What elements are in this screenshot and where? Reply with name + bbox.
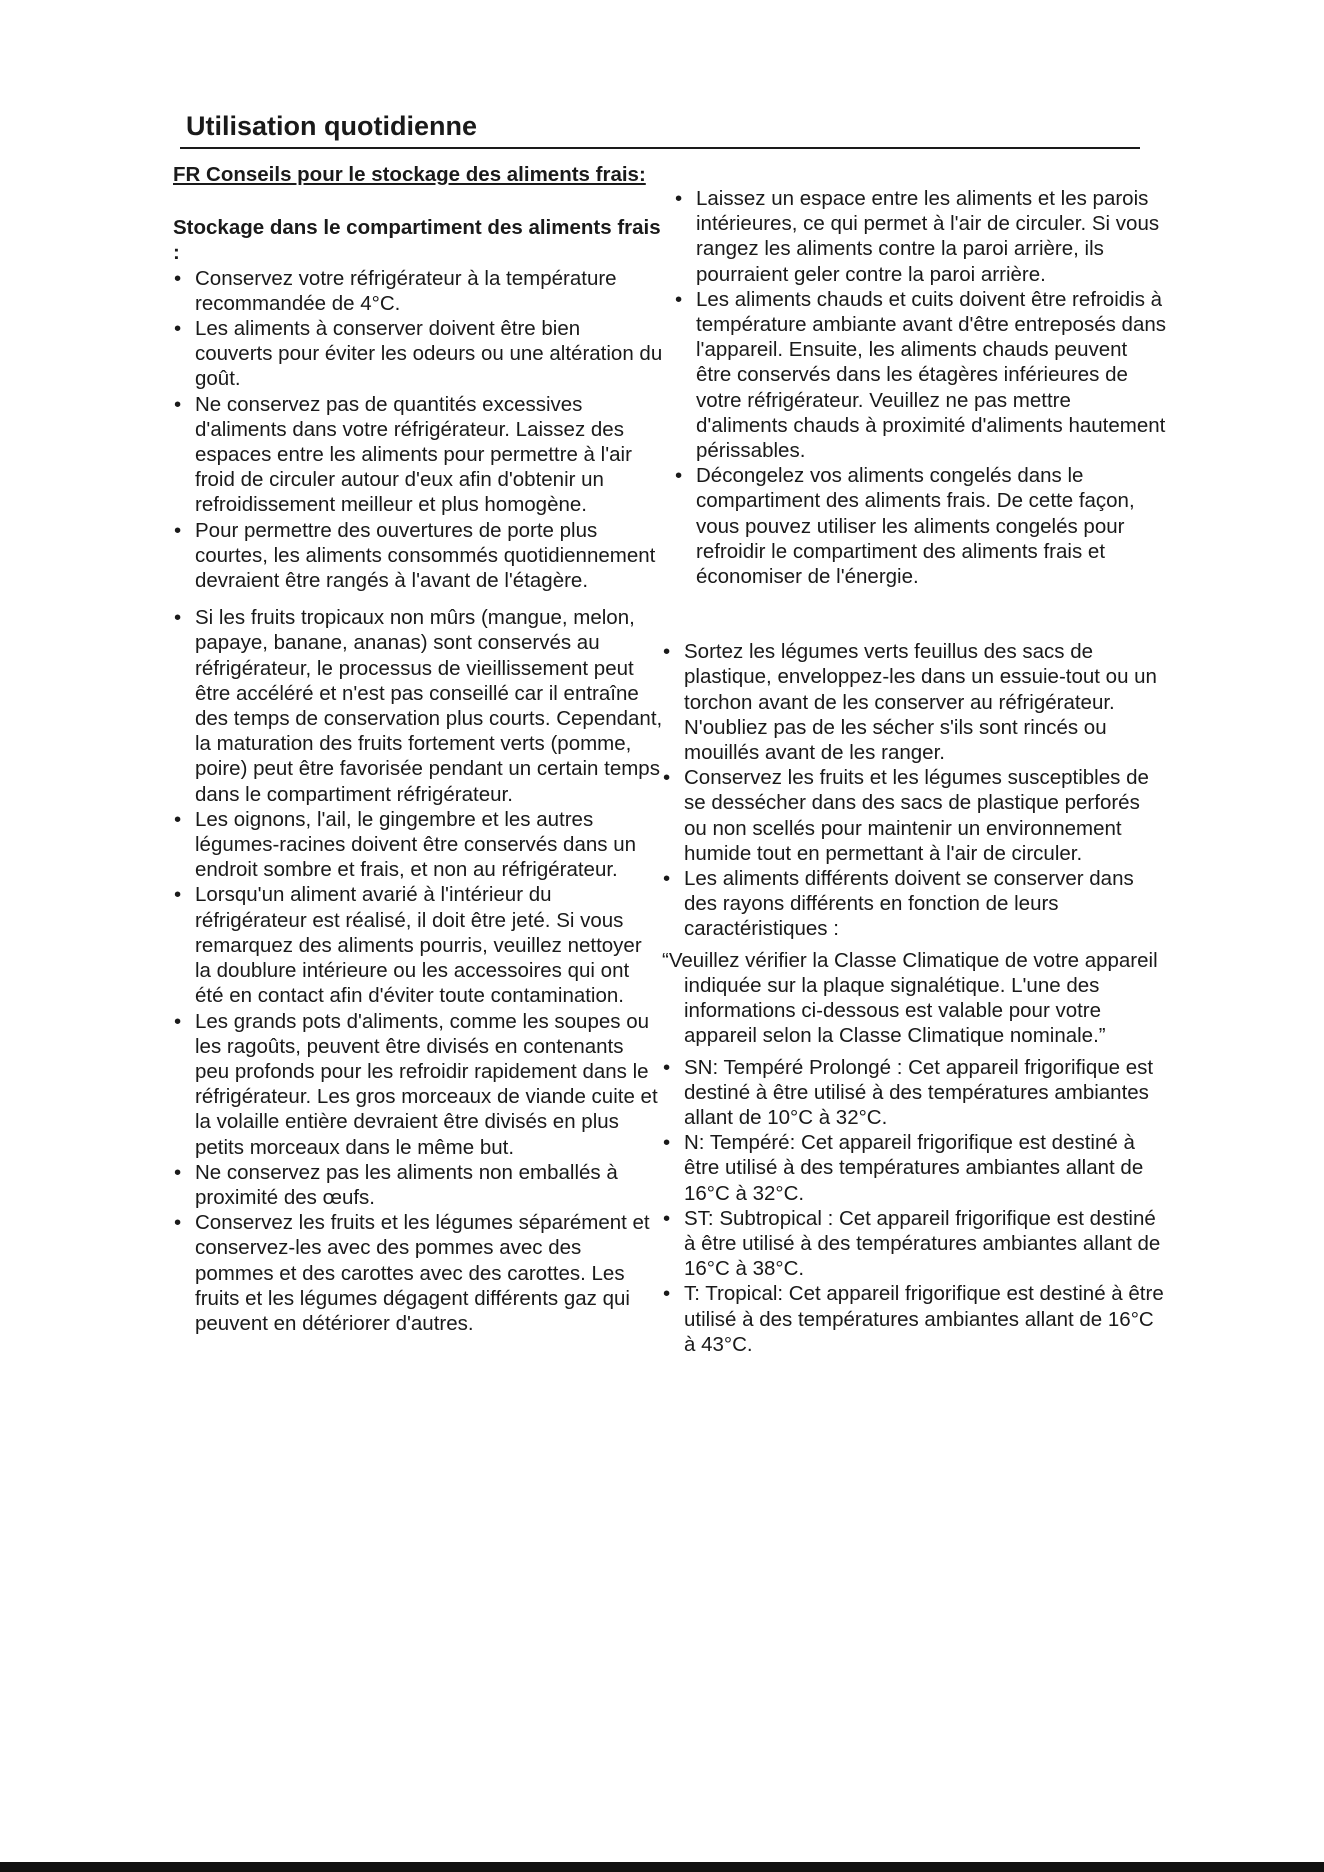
list-item: • T: Tropical: Cet appareil frigorifique est destiné à être utilisé à des températures ambiantes allant de 16°C à 43°C. <box>662 1281 1166 1357</box>
list-item: • Les aliments à conserver doivent être bien couverts pour éviter les odeurs ou une altération du goût. <box>173 316 663 392</box>
section-heading: FR Conseils pour le stockage des aliments frais: <box>173 163 646 186</box>
list-item: • SN: Tempéré Prolongé : Cet appareil frigorifique est destiné à être utilisé à des températures ambiantes allant de 10°C à 32°C. <box>662 1055 1166 1131</box>
sub-heading: Stockage dans le compartiment des aliments frais : <box>173 216 661 265</box>
tips-list-left-a <box>173 266 663 594</box>
list-item: • Les grands pots d'aliments, comme les soupes ou les ragoûts, peuvent être divisés en contenants peu profonds pour les refroidir rapidement dans le réfrigérateur. Les gros morceaux de viande cuite et la volaille entière devraient être divisés en plus petits morceaux dans le même but. <box>173 1009 663 1160</box>
page-title: Utilisation quotidienne <box>186 111 477 141</box>
climate-class-note: “Veuillez vérifier la Classe Climatique de votre appareil indiquée sur la plaque signalétique. L'une des informations ci-dessous est valable pour votre appareil selon la Classe Climatique nominale.” <box>662 948 1158 1048</box>
title-divider <box>180 147 1140 149</box>
list-item: • Les aliments différents doivent se conserver dans des rayons différents en fonction de leurs caractéristiques : <box>662 866 1166 942</box>
list-item: • N: Tempéré: Cet appareil frigorifique est destiné à être utilisé à des températures ambiantes allant de 16°C à 32°C. <box>662 1130 1166 1206</box>
page-bottom-bar <box>0 1862 1324 1872</box>
tips-list-right-b <box>662 639 1166 941</box>
list-item: • Conservez les fruits et les légumes séparément et conservez-les avec des pommes avec des pommes et des carottes avec des carottes. Les fruits et les légumes dégagent différents gaz qui peuvent en détériorer d'autres. <box>173 1210 663 1336</box>
list-item: • Les aliments chauds et cuits doivent être refroidis à température ambiante avant d'être entreposés dans l'appareil. Ensuite, les aliments chauds peuvent être conservés dans les étagères inférieures de votre réfrigérateur. Veuillez ne pas mettre d'aliments chauds à proximité d'aliments hautement périssables. <box>674 287 1166 463</box>
tips-list-left-b <box>173 605 663 1336</box>
list-item: • Ne conservez pas de quantités excessives d'aliments dans votre réfrigérateur. Laissez des espaces entre les aliments pour permettre à l'air froid de circuler autour d'eux afin d'obtenir un refroidissement meilleur et plus homogène. <box>173 392 663 518</box>
climate-class-list <box>662 1055 1166 1357</box>
left-column <box>173 162 663 1336</box>
tips-list-right-a <box>674 186 1166 589</box>
right-column <box>662 186 1167 1357</box>
list-item: • Sortez les légumes verts feuillus des sacs de plastique, enveloppez-les dans un essuie-tout ou un torchon avant de les conserver au réfrigérateur. N'oubliez pas de les sécher s'ils sont rincés ou mouillés avant de les ranger. <box>662 639 1166 765</box>
list-item: • Lorsqu'un aliment avarié à l'intérieur du réfrigérateur est réalisé, il doit être jeté. Si vous remarquez des aliments pourris, veuillez nettoyer la doublure intérieure ou les accessoires qui ont été en contact afin d'éviter toute contamination. <box>173 882 663 1008</box>
list-item: • Conservez les fruits et les légumes susceptibles de se dessécher dans des sacs de plastique perforés ou non scellés pour maintenir un environnement humide tout en permettant à l'air de circuler. <box>662 765 1166 866</box>
list-item: • Ne conservez pas les aliments non emballés à proximité des œufs. <box>173 1160 663 1210</box>
list-item: • ST: Subtropical : Cet appareil frigorifique est destiné à être utilisé à des températures ambiantes allant de 16°C à 38°C. <box>662 1206 1166 1282</box>
list-item: • Pour permettre des ouvertures de porte plus courtes, les aliments consommés quotidiennement devraient être rangés à l'avant de l'étagère. <box>173 518 663 594</box>
list-item: • Si les fruits tropicaux non mûrs (mangue, melon, papaye, banane, ananas) sont conservés au réfrigérateur, le processus de vieillissement peut être accéléré et n'est pas conseillé car il entraîne des temps de conservation plus courts. Cependant, la maturation des fruits fortement verts (pomme, poire) peut être favorisée pendant un certain temps dans le compartiment réfrigérateur. <box>173 605 663 807</box>
list-item: • Laissez un espace entre les aliments et les parois intérieures, ce qui permet à l'air de circuler. Si vous rangez les aliments contre la paroi arrière, ils pourraient geler contre la paroi arrière. <box>674 186 1166 287</box>
list-item: • Décongelez vos aliments congelés dans le compartiment des aliments frais. De cette façon, vous pouvez utiliser les aliments congelés pour refroidir le compartiment des aliments frais et économiser de l'énergie. <box>674 463 1166 589</box>
list-item: • Conservez votre réfrigérateur à la température recommandée de 4°C. <box>173 266 663 316</box>
list-item: • Les oignons, l'ail, le gingembre et les autres légumes-racines doivent être conservés dans un endroit sombre et frais, et non au réfrigérateur. <box>173 807 663 883</box>
